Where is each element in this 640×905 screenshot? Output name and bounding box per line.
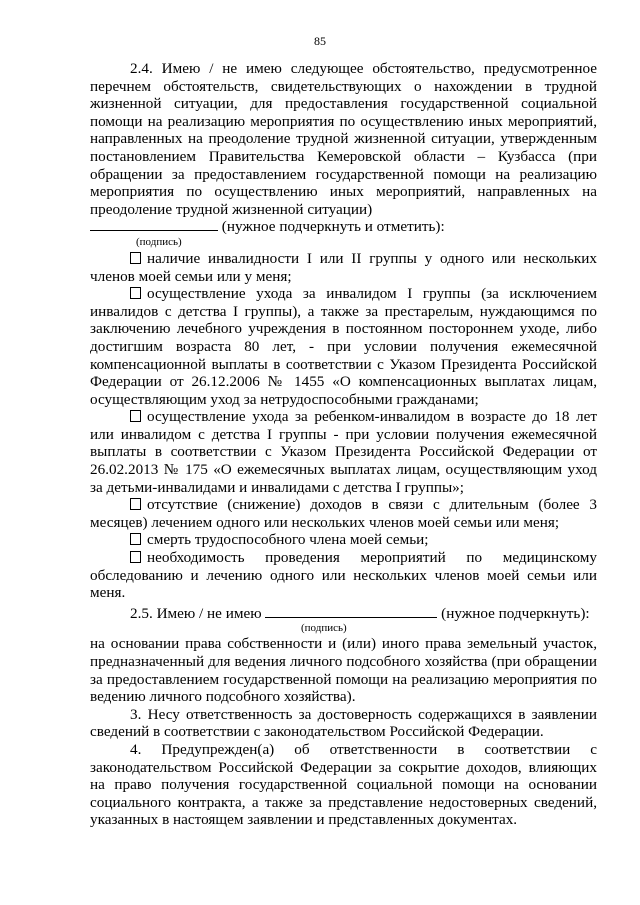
- checkbox[interactable]: [130, 551, 141, 563]
- option-text: отсутствие (снижение) доходов в связи с длительным (более 3 месяцев) лечением одного или нескольких членов моей семьи или меня;: [90, 496, 597, 531]
- checkbox[interactable]: [130, 287, 141, 299]
- option-text: осуществление ухода за ребенком-инвалидом в возрасте до 18 лет или инвалидом с детства I группы - при условии получения ежемесячной выплаты в соответствии с Указом Президента Российской Федерации от 26.02.2013 № 175 «О ежемесячных выплатах лицам, осуществляющим уход за детьми-инвалидами и инвалидами с детства I группы»;: [90, 408, 597, 496]
- option-item: [90, 285, 597, 408]
- checkbox[interactable]: [130, 533, 141, 545]
- option-text: необходимость проведения мероприятий по медицинскому обследованию и лечению одного или нескольких членов моей семьи или меня.: [90, 549, 597, 602]
- paragraph-2-4: [90, 60, 597, 236]
- paragraph-2-5-lead: 2.5. Имею / не имею: [130, 604, 262, 622]
- signature-line[interactable]: [265, 605, 437, 618]
- paragraph-4: 4. Предупрежден(а) об ответственности в соответствии с законодательством Российской Федерации за сокрытие доходов, влияющих на право получения государственной социальной помощи на основании социального контракта, а также за представление недостоверных сведений, указанных в настоящем заявлении и представленных документах.: [90, 740, 597, 829]
- checkbox[interactable]: [130, 252, 141, 264]
- option-item: [90, 549, 597, 602]
- document-body: [90, 60, 597, 829]
- checkbox[interactable]: [130, 410, 141, 422]
- option-item: [90, 496, 597, 531]
- paragraph-2-5-instruction: (нужное подчеркнуть):: [441, 604, 590, 622]
- page-number: 85: [314, 34, 326, 48]
- option-text: наличие инвалидности I или II группы у одного или нескольких членов моей семьи или у меня;: [90, 249, 597, 285]
- option-item: [90, 531, 597, 549]
- paragraph-2-4-text: 2.4. Имею / не имею следующее обстоятельство, предусмотренное перечнем обстоятельств, свидетельствующих о нахождении в трудной жизненной ситуации, для предоставления государственной социальной помощи на реализацию мероприятия по осуществлению иных мероприятий, направленных на преодоление трудной жизненной ситуации, утвержденным постановлением Правительства Кемеровской области – Кузбасса (при обращении за предоставлением государственной помощи на реализацию мероприятия по осуществлению иных мероприятий, направленных на преодоление трудной жизненной ситуации): [90, 60, 597, 218]
- option-text: смерть трудоспособного члена моей семьи;: [147, 531, 429, 549]
- option-item: [90, 250, 597, 285]
- signature-caption: (подпись): [136, 235, 182, 248]
- option-text: осуществление ухода за инвалидом I группы (за исключением инвалидов с детства I группы), а также за престарелым, нуждающимся по заключению лечебного учреждения в постоянном постороннем уходе, либо достигшим возраста 80 лет, - при условии получения ежемесячной компенсационной выплаты в соответствии с Указом Президента Российской Федерации от 26.12.2006 № 1455 «О компенсационных выплатах лицам, осуществляющим уход за нетрудоспособными гражданами;: [90, 285, 597, 408]
- checkbox[interactable]: [130, 498, 141, 510]
- paragraph-2-5-body: на основании права собственности и (или) иного права земельный участок, предназначенный для ведения личного подсобного хозяйства (при обращении за предоставлением государственной помощи на реализацию мероприятия по ведению личного подсобного хозяйства).: [90, 635, 597, 706]
- signature-caption: (подпись): [301, 622, 347, 635]
- paragraph-2-5: [90, 605, 597, 623]
- option-item: [90, 408, 597, 496]
- signature-line[interactable]: [90, 218, 218, 231]
- paragraph-3: 3. Несу ответственность за достоверность содержащихся в заявлении сведений в соответствии с законодательством Российской Федерации.: [90, 705, 597, 741]
- paragraph-2-4-instruction: (нужное подчеркнуть и отметить):: [221, 218, 445, 236]
